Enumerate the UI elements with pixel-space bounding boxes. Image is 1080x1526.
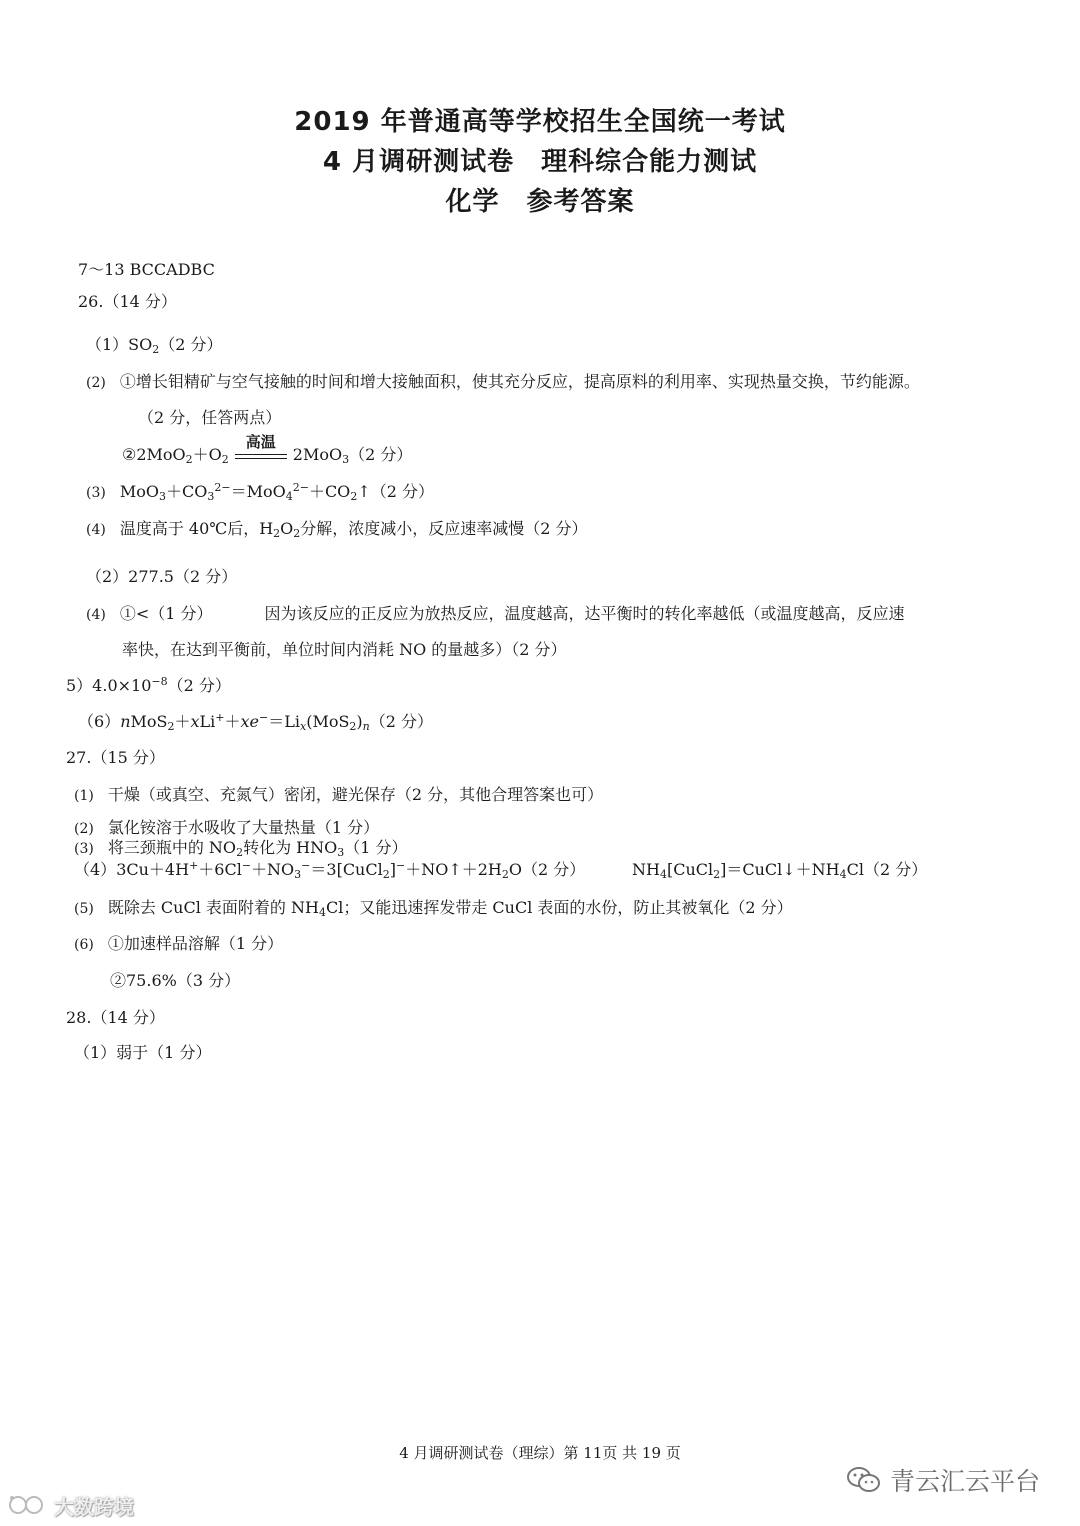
q26-equation-1: $②2MoO_2+O_2$ 高温 2MoO$_3$（2 分） xyxy=(122,432,413,466)
logo-icon xyxy=(8,1494,48,1516)
q27-part4: $(4)3Cu+4H^++6Cl^-+NO_3^-=3[CuCl_2]^-+NO↑+2H_2O(2$ 分） xyxy=(74,859,586,881)
q26-part1: $(1)SO_2(2$ 分） xyxy=(86,335,223,356)
watermark-left xyxy=(8,1490,134,1520)
q26-part7: $5)4.0\times 10^{-8}(2$ 分） xyxy=(66,675,231,695)
q27-part7: ②75.6%（3 分） xyxy=(110,971,241,990)
q28-part1: （1）弱于（1 分） xyxy=(74,1043,212,1062)
q26-part2: (2) ①增长钼精矿与空气接触的时间和增大接触面积，使其充分反应，提高原料的利用率、实现热量交换，节约能源。 xyxy=(86,372,920,391)
watermark-right xyxy=(846,1462,1040,1498)
q26-part4: (4) 温度高于 40℃后，$H_2O_2$分解，浓度减小，反应速率减慢（2 分） xyxy=(86,519,588,540)
q27-header: 27.（15 分） xyxy=(66,748,165,767)
q26-header: 26.（14 分） xyxy=(78,292,177,311)
q26-part6: (4) ①<（1 分） 因为该反应的正反应为放热反应，温度越高，达平衡时的转化率越低（或温度越高，反应速 xyxy=(86,604,905,623)
q26-part6-cont: 率快，在达到平衡前，单位时间内消耗 NO 的量越多）（2 分） xyxy=(122,640,567,659)
q26-part8: $(6)nMoS_2+xLi^++xe^-=Li_x(MoS_2)_n(2$ 分） xyxy=(78,711,434,733)
q27-part6: (6) ①加速样品溶解（1 分） xyxy=(74,934,284,953)
q27-part3: (3) 将三颈瓶中的 $NO_2$转化为 $HNO_3(1$ 分） xyxy=(74,838,408,859)
q26-part2-score: （2 分，任答两点） xyxy=(138,408,282,427)
q26-part3: (3) $MoO_3+CO_3^{2-}=MoO_4^{2-}+CO_2↑(2$ 分） xyxy=(86,481,434,503)
q27-part4-second-equation: $NH_4[CuCl_2]=CuCl↓+NH_4Cl(2$ 分） xyxy=(632,860,928,881)
wechat-icon xyxy=(846,1465,882,1495)
q27-part2: (2) 氯化铵溶于水吸收了大量热量（1 分） xyxy=(74,818,380,837)
title-line-3: 化学 参考答案 xyxy=(445,187,635,217)
q27-part5: (5) 既除去 CuCl 表面附着的 $NH_4Cl$；又能迅速挥发带走 CuCl 表面的水份，防止其被氧化（2 分） xyxy=(74,898,793,919)
choice-answers: 7～13 BCCADBC xyxy=(78,260,215,279)
title-line-2: 4 月调研测试卷 理科综合能力测试 xyxy=(322,147,758,177)
watermark-right-text: 青云汇云平台 xyxy=(890,1467,1041,1496)
q27-part1: (1) 干燥（或真空、充氮气）密闭，避光保存（2 分，其他合理答案也可） xyxy=(74,785,604,804)
title-line-1: 2019 年普通高等学校招生全国统一考试 xyxy=(294,107,786,137)
q26-part5: （2）277.5（2 分） xyxy=(86,567,238,586)
page-footer: 4 月调研测试卷（理综）第 11页 共 19 页 xyxy=(399,1444,681,1462)
q28-header: 28.（14 分） xyxy=(66,1008,165,1027)
watermark-left-text: 大数跨境 xyxy=(54,1494,134,1519)
reaction-condition: 高温 xyxy=(233,445,289,467)
